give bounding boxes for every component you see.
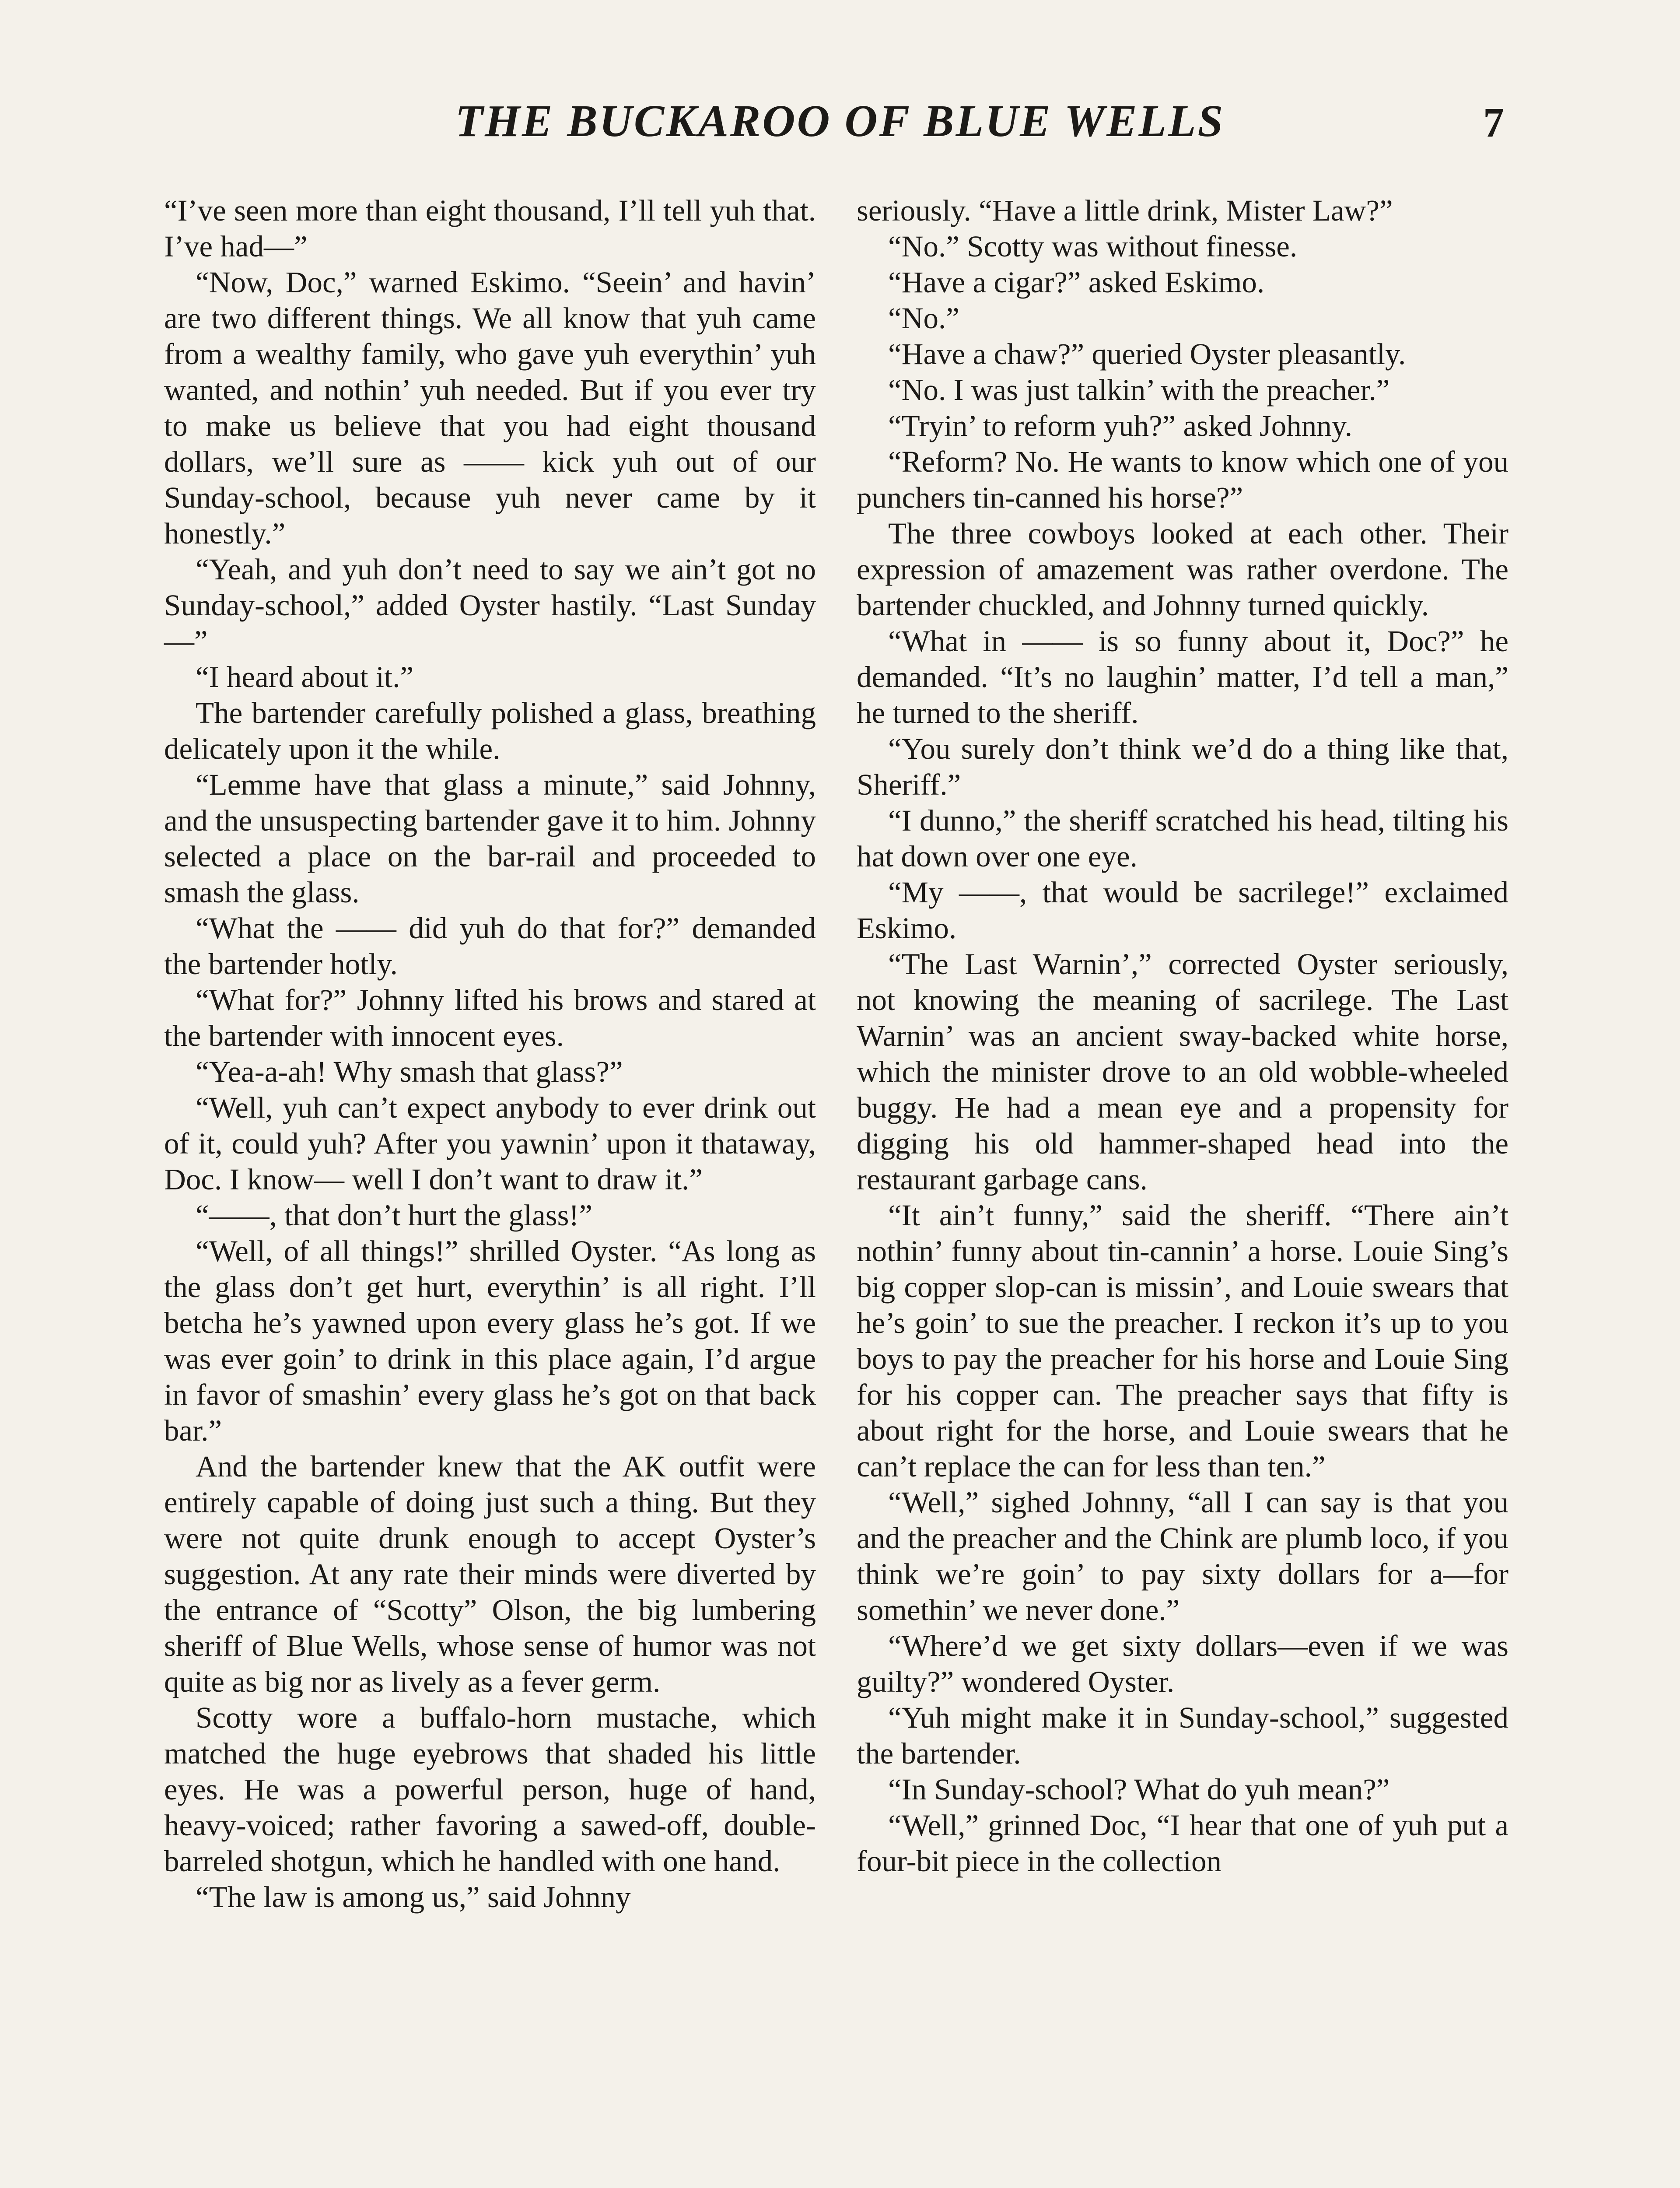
paragraph: The bartender carefully polished a glass, breathing delicately upon it the while. [164,696,816,765]
right-column [857,193,1508,1879]
paragraph: “Well,” grinned Doc, “I hear that one of yuh put a four-bit piece in the collection [857,1809,1508,1878]
left-column [164,193,816,1915]
paragraph: “In Sunday-school? What do yuh mean?” [888,1773,1390,1806]
paragraph: “Have a chaw?” queried Oyster pleasantly. [888,337,1406,371]
paragraph: “I heard about it.” [196,660,414,694]
paragraph: “I dunno,” the sheriff scratched his head, tilting his hat down over one eye. [857,804,1508,873]
paragraph: “Tryin’ to reform yuh?” asked Johnny. [888,409,1352,442]
paragraph: seriously. “Have a little drink, Mister Law?” [857,194,1393,227]
paragraph: “The law is among us,” said Johnny [196,1880,631,1914]
running-head: THE BUCKAROO OF BLUE WELLS [455,96,1225,146]
paragraph: “It ain’t funny,” said the sheriff. “There ain’t nothin’ funny about tin-cannin’ a horse. Louie Sing’s big copper slop-can is missin’, and Louie swears that he’s goin’ to sue the preacher. I reckon it’s up to you boys to pay the preacher for his horse and Louie Sing for his copper can. The preacher says that fifty is about right for the horse, and Louie swears that he can’t replace the can for less than ten.” [857,1199,1508,1483]
paragraph: “——, that don’t hurt the glass!” [196,1199,593,1232]
paragraph: “Well,” sighed Johnny, “all I can say is that you and the preacher and the Chink are plumb loco, if you think we’re goin’ to pay sixty dollars for a—for somethin’ we never done.” [857,1486,1508,1627]
paragraph: “I’ve seen more than eight thousand, I’ll tell yuh that. I’ve had—” [164,194,816,263]
paragraph: “No. I was just talkin’ with the preacher.” [888,373,1390,407]
paragraph: “Yeah, and yuh don’t need to say we ain’t got no Sunday-school,” added Oyster hastily. “Last Sunday—” [164,553,816,658]
paragraph: “My ——, that would be sacrilege!” exclaimed Eskimo. [857,876,1508,945]
paragraph: Scotty wore a buffalo-horn mustache, which matched the huge eyebrows that shaded his little eyes. He was a powerful person, huge of hand, heavy-voiced; rather favoring a sawed-off, double-barreled shotgun, which he handled with one hand. [164,1701,816,1878]
paragraph: And the bartender knew that the AK outfit were entirely capable of doing just such a thing. But they were not quite drunk enough to accept Oyster’s suggestion. At any rate their minds were diverted by the entrance of “Scotty” Olson, the big lumbering sheriff of Blue Wells, whose sense of humor was not quite as big nor as lively as a fever germ. [164,1450,816,1698]
paragraph: “Yuh might make it in Sunday-school,” suggested the bartender. [857,1701,1508,1770]
paragraph: The three cowboys looked at each other. Their expression of amazement was rather overdone. The bartender chuckled, and Johnny turned quickly. [857,517,1508,622]
paragraph: “Yea-a-ah! Why smash that glass?” [196,1055,623,1088]
paragraph: “What in —— is so funny about it, Doc?” he demanded. “It’s no laughin’ matter, I’d tell a man,” he turned to the sheriff. [857,624,1508,729]
paragraph: “Have a cigar?” asked Eskimo. [888,266,1265,299]
paragraph: “Well, yuh can’t expect anybody to ever drink out of it, could yuh? After you yawnin’ upon it thataway, Doc. I know— well I don’t want to draw it.” [164,1091,816,1196]
paragraph: “What for?” Johnny lifted his brows and stared at the bartender with innocent eyes. [164,983,816,1052]
paragraph: “Lemme have that glass a minute,” said Johnny, and the unsuspecting bartender gave it to him. Johnny selected a place on the bar-rail and proceeded to smash the glass. [164,768,816,909]
page-number: 7 [1483,99,1504,146]
paragraph: “You surely don’t think we’d do a thing like that, Sheriff.” [857,732,1508,801]
paragraph: “The Last Warnin’,” corrected Oyster seriously, not knowing the meaning of sacrilege. The Last Warnin’ was an ancient sway-backed white horse, which the minister drove to an old wobble-wheeled buggy. He had a mean eye and a propensity for digging his old hammer-shaped head into the restaurant garbage cans. [857,947,1508,1196]
paragraph: “No.” Scotty was without finesse. [888,230,1298,263]
paragraph: “Now, Doc,” warned Eskimo. “Seein’ and havin’ are two different things. We all know that yuh came from a wealthy family, who gave yuh everythin’ yuh wanted, and nothin’ yuh needed. But if you ever try to make us believe that you had eight thousand dollars, we’ll sure as —— kick yuh out of our Sunday-school, because yuh never came by it honestly.” [164,266,816,550]
paragraph: “Well, of all things!” shrilled Oyster. “As long as the glass don’t get hurt, everythin’ is all right. I’ll betcha he’s yawned upon every glass he’s got. If we was ever goin’ to drink in this place again, I’d argue in favor of smashin’ every glass he’s got on that back bar.” [164,1234,816,1447]
paragraph: “No.” [888,302,959,335]
paragraph: “Reform? No. He wants to know which one of you punchers tin-canned his horse?” [857,445,1508,514]
paragraph: “Where’d we get sixty dollars—even if we was guilty?” wondered Oyster. [857,1629,1508,1698]
paragraph: “What the —— did yuh do that for?” demanded the bartender hotly. [164,912,816,981]
